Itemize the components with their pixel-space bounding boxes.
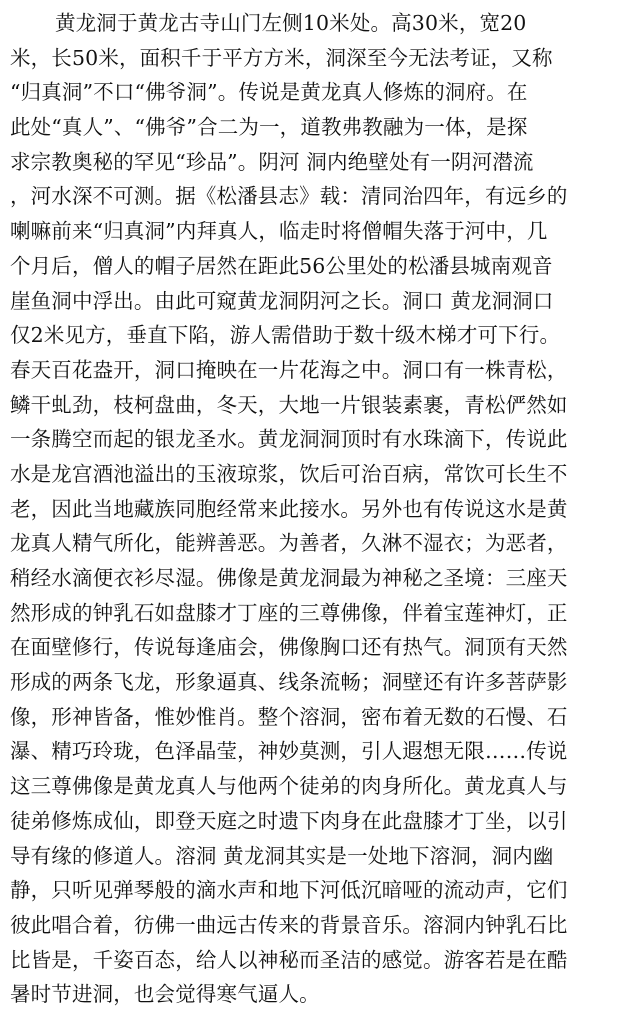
text-line: 此处“真人”、“佛爷”合二为一，道教弗教融为一体，是探 bbox=[10, 115, 528, 140]
text-line: 像，形神皆备，惟妙惟肖。整个溶洞，密布着无数的石慢、石 bbox=[10, 704, 568, 729]
text-line: 这三尊佛像是黄龙真人与他两个徒弟的肉身所化。黄龙真人与 bbox=[10, 774, 568, 799]
text-line: 崖鱼洞中浮出。由此可窥黄龙洞阴河之长。洞口 黄龙洞洞口 bbox=[10, 288, 554, 313]
text-line: 水是龙宫酒池溢出的玉液琼浆，饮后可治百病，常饮可长生不 bbox=[10, 461, 568, 486]
text-line: 求宗教奥秘的罕见“珍品”。阴河 洞内绝壁处有一阴河潜流 bbox=[10, 149, 534, 174]
text-line: 静，只听见弹琴般的滴水声和地下河低沉暗哑的流动声，它们 bbox=[10, 878, 568, 903]
document-body bbox=[10, 6, 632, 1012]
text-line: 仅2米见方，垂直下陷，游人需借助于数十级木梯才可下行。 bbox=[10, 323, 561, 348]
text-line: 春天百花盎开，洞口掩映在一片花海之中。洞口有一株青松， bbox=[10, 357, 568, 382]
text-line: 老，因此当地藏族同胞经常来此接水。另外也有传说这水是黄 bbox=[10, 496, 568, 521]
text-line: 然形成的钟乳石如盘膝才丁座的三尊佛像，伴着宝莲神灯，正 bbox=[10, 600, 568, 625]
text-line: 龙真人精气所化，能辨善恶。为善者，久淋不湿衣；为恶者， bbox=[10, 531, 568, 556]
text-line: “归真洞”不口“佛爷洞”。传说是黄龙真人修炼的洞府。在 bbox=[10, 80, 528, 105]
text-line: 稍经水滴便衣衫尽湿。佛像是黄龙洞最为神秘之圣境：三座天 bbox=[10, 566, 568, 590]
text-line: 瀑、精巧玲珑，色泽晶莹，神妙莫测，引人遐想无限……传说 bbox=[10, 739, 568, 764]
text-line: 鳞干虬劲，枝柯盘曲，冬天，大地一片银装素裹，青松俨然如 bbox=[10, 392, 568, 417]
text-line: 导有缘的修道人。溶洞 黄龙洞其实是一处地下溶洞，洞内幽 bbox=[10, 843, 554, 868]
text-line: 形成的两条飞龙，形象逼真、线条流畅；洞壁还有许多菩萨影 bbox=[10, 670, 568, 695]
text-line: 黄龙洞于黄龙古寺山门左侧10米处。高30米，宽20 bbox=[55, 11, 527, 35]
text-line: 暑时节进洞，也会觉得寒气逼人。 bbox=[10, 982, 320, 1007]
text-line: 徒弟修炼成仙，即登天庭之时遗下肉身在此盘膝才丁坐，以引 bbox=[10, 808, 568, 833]
text-line: 在面壁修行，传说每逢庙会，佛像胸口还有热气。洞顶有天然 bbox=[10, 635, 568, 660]
text-line: 彼此唱合着，彷佛一曲远古传来的背景音乐。溶洞内钟乳石比 bbox=[10, 912, 568, 937]
text-line: 个月后，僧人的帽子居然在距此56公里处的松潘县城南观音 bbox=[10, 253, 553, 278]
text-line: 喇嘛前来“归真洞”内拜真人，临走时将僧帽失落于河中，几 bbox=[10, 219, 548, 244]
text-line: 比皆是，千姿百态，给人以神秘而圣洁的感觉。游客若是在酷 bbox=[10, 947, 568, 972]
text-line: ，河水深不可测。据《松潘县志》载：清同治四年，有远乡的 bbox=[10, 184, 568, 209]
text-line: 一条腾空而起的银龙圣水。黄龙洞洞顶时有水珠滴下，传说此 bbox=[10, 427, 568, 452]
text-line: 米，长50米，面积千于平方方米，洞深至今无法考证，又称 bbox=[10, 45, 553, 70]
